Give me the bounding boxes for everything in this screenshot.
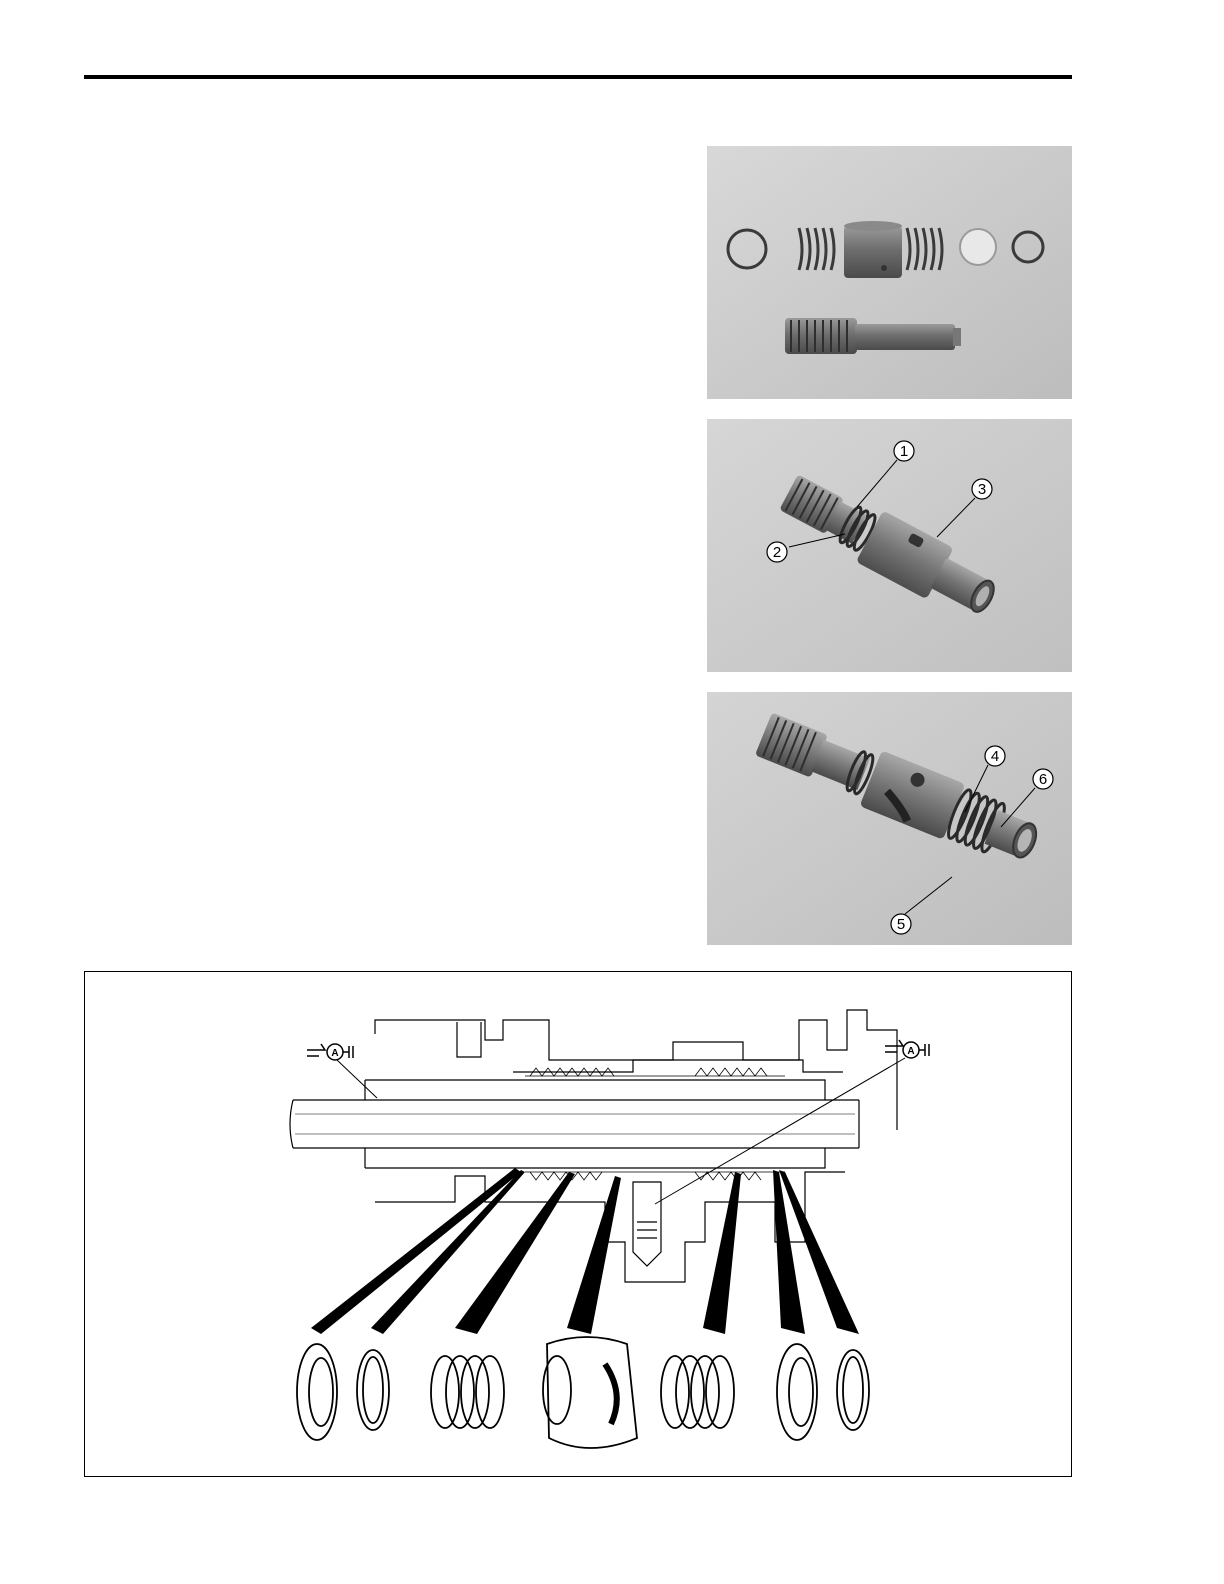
callout-5 [891, 914, 911, 934]
svg-text:5: 5 [896, 916, 906, 933]
cam-sleeve [543, 1337, 637, 1448]
photo-shaft-assembly-b [707, 692, 1072, 945]
callout-1 [894, 441, 914, 461]
circlip-left [357, 1350, 389, 1430]
washer-left [297, 1344, 337, 1440]
photo-parts-disassembled [707, 146, 1072, 399]
spring-right [661, 1356, 734, 1428]
spring-left [431, 1356, 504, 1428]
svg-text:1: 1 [899, 443, 909, 460]
grease-symbol-left [307, 1044, 377, 1098]
callout-6 [1033, 769, 1053, 789]
circlip-right [837, 1350, 869, 1430]
svg-text:4: 4 [990, 748, 1000, 765]
svg-text:2: 2 [772, 544, 782, 561]
washer-right [777, 1344, 817, 1440]
photo-shaft-assembly-a [707, 419, 1072, 672]
grease-symbol-right [655, 1040, 929, 1204]
callout-4 [985, 746, 1005, 766]
svg-text:A: A [331, 1048, 339, 1059]
callout-2 [767, 542, 787, 562]
assembly-cross-section-diagram [84, 971, 1072, 1477]
svg-text:A: A [907, 1046, 915, 1057]
callout-3 [972, 479, 992, 499]
svg-text:6: 6 [1038, 771, 1048, 788]
page-top-rule [84, 75, 1072, 79]
svg-text:3: 3 [977, 481, 987, 498]
